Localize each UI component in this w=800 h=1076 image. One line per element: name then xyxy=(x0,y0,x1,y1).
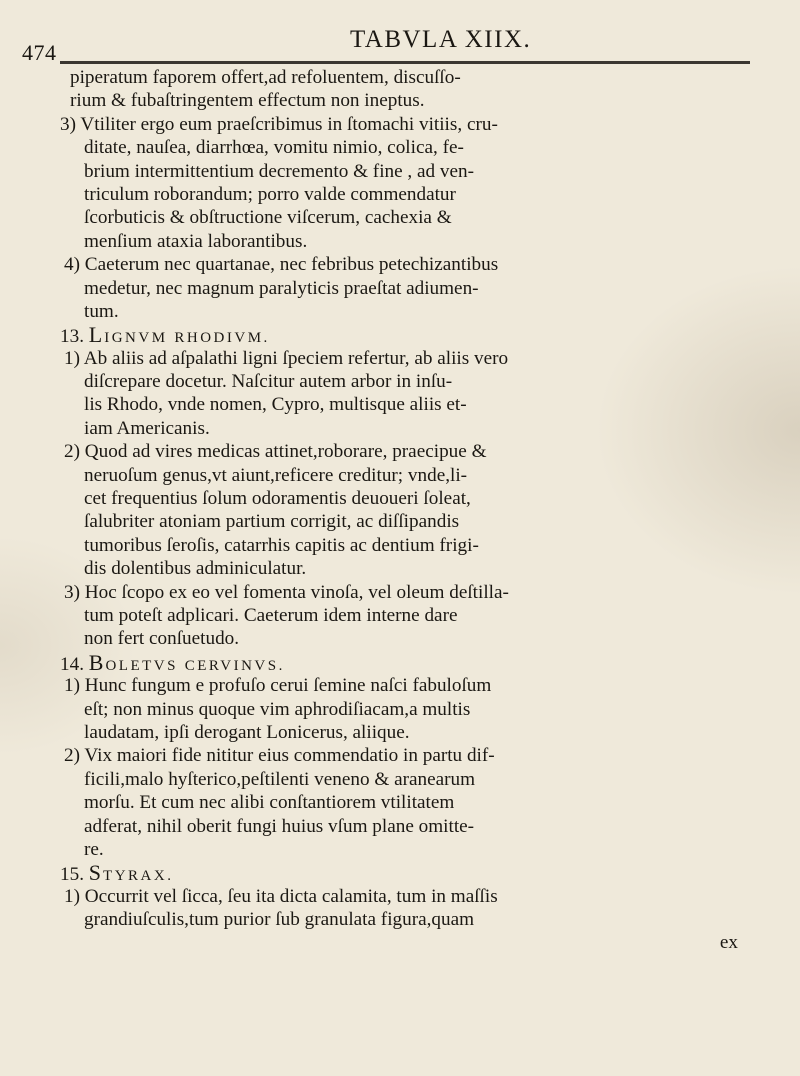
text-line: 3) Hoc ſcopo ex eo vel fomenta vinoſa, vel oleum deſtilla- xyxy=(64,581,509,603)
body-text xyxy=(60,66,760,955)
text-line: dis dolentibus adminiculatur. xyxy=(84,558,307,580)
text-line: ſalubriter atoniam partium corrigit, ac diſſipandis xyxy=(84,511,460,533)
text-line: tumoribus ſeroſis, catarrhis capitis ac dentium frigi- xyxy=(84,534,479,556)
text-line: piperatum faporem offert,ad refoluentem, discuſſo- xyxy=(70,67,461,88)
text-line: 2) Vix maiori fide nititur eius commendatio in partu dif- xyxy=(64,745,495,767)
text-line: 1) Occurrit vel ſicca, ſeu ita dicta calamita, tum in maſſis xyxy=(64,885,498,907)
text-line: brium intermittentium decremento & fine , ad ven- xyxy=(84,160,475,182)
text-line: 3) Vtiliter ergo eum praeſcribimus in ſtomachi vitiis, cru- xyxy=(60,113,498,135)
text-line: grandiuſculis,tum purior ſub granulata figura,quam xyxy=(84,909,475,931)
text-line: laudatam, ipſi derogant Lonicerus, aliique. xyxy=(84,721,410,743)
text-line: iam Americanis. xyxy=(84,417,210,439)
text-line: tum poteſt adplicari. Caeterum idem interne dare xyxy=(84,604,458,626)
section-heading-boletus-cervinus: 14. BOLETVS CERVINVS. xyxy=(60,649,285,675)
text-line: re. xyxy=(84,838,104,860)
text-line: 1) Ab aliis ad aſpalathi ligni ſpeciem refertur, ab aliis vero xyxy=(64,347,509,369)
text-line: neruoſum genus,vt aiunt,reficere creditur; vnde,li- xyxy=(84,464,468,486)
text-line: rium & fubaſtringentem effectum non ineptus. xyxy=(70,90,425,112)
text-line: menſium ataxia laborantibus. xyxy=(84,230,308,252)
header-rule xyxy=(60,61,750,64)
page-number: 474 xyxy=(22,40,57,65)
text-line: 1) Hunc fungum e profuſo cerui ſemine naſci fabuloſum xyxy=(64,675,492,697)
text-line: 4) Caeterum nec quartanae, nec febribus petechizantibus xyxy=(64,254,499,276)
text-line: morſu. Et cum nec alibi conſtantiorem vtilitatem xyxy=(84,792,455,814)
text-line: ſcorbuticis & obſtructione viſcerum, cachexia & xyxy=(84,207,452,229)
text-line: diſcrepare docetur. Naſcitur autem arbor in inſu- xyxy=(84,371,453,393)
page-title: TABVLA XIIX. xyxy=(350,26,532,53)
text-line: 2) Quod ad vires medicas attinet,roborare, praecipue & xyxy=(64,441,487,463)
text-line: cet frequentius ſolum odoramentis deuoueri ſoleat, xyxy=(84,488,471,510)
running-head xyxy=(0,26,800,66)
text-line: triculum roborandum; porro valde commendatur xyxy=(84,183,456,205)
text-line: ficili,malo hyſterico,peſtilenti veneno & aranearum xyxy=(84,768,476,790)
catchword: ex xyxy=(719,932,738,954)
section-heading-styrax: 15. STYRAX. xyxy=(60,860,174,886)
section-heading-lignum-rhodium: 13. LIGNVM RHODIVM. xyxy=(60,322,270,348)
text-line: lis Rhodo, vnde nomen, Cypro, multisque aliis et- xyxy=(84,394,467,416)
text-line: tum. xyxy=(84,300,119,322)
text-line: ditate, nauſea, diarrhœa, vomitu nimio, colica, fe- xyxy=(84,137,464,159)
text-line: non fert conſuetudo. xyxy=(84,628,240,650)
text-line: medetur, nec magnum paralyticis praeſtat adiumen- xyxy=(84,277,479,299)
text-line: adferat, nihil oberit fungi huius vſum plane omitte- xyxy=(84,815,475,837)
text-line: eſt; non minus quoque vim aphrodiſiacam,a multis xyxy=(84,698,471,720)
